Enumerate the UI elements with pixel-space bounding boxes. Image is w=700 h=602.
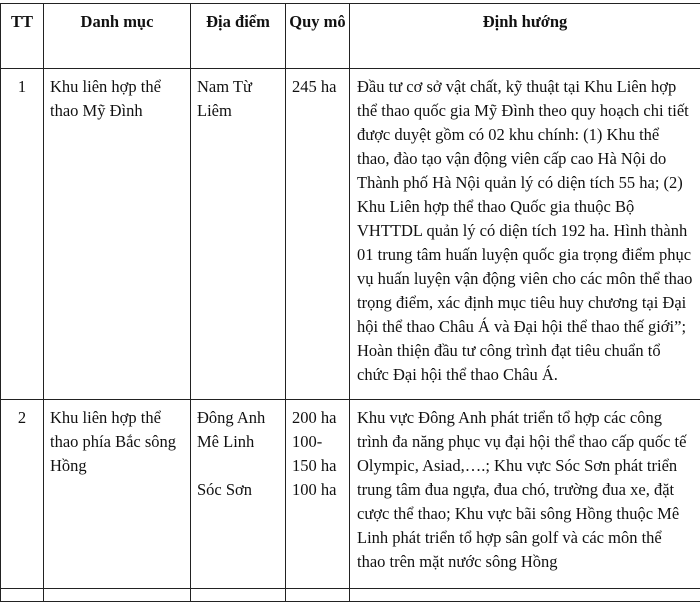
scale-cell xyxy=(286,400,350,589)
planning-table xyxy=(0,3,700,602)
table-row xyxy=(1,400,700,589)
orientation-cell: Khu vực Đông Anh phát triển tổ hợp các công trình đa năng phục vụ đại hội thể thao cấp quốc tế Olympic, Asiad,….; Khu vực Sóc Sơn phát triển trung tâm đua ngựa, đua chó, trường đua xe, đặt cược thể thao; Khu vực bãi sông Hồng thuộc Mê Linh phát triển tổ hợp sân golf và các môn thể thao trên mặt nước sông Hồng xyxy=(350,400,700,589)
category-cell: Khu liên hợp thể thao Mỹ Đình xyxy=(44,69,191,400)
location-me-linh: Mê Linh xyxy=(197,430,279,454)
header-scale: Quy mô xyxy=(286,4,350,69)
header-location: Địa điểm xyxy=(191,4,286,69)
row-number: 2 xyxy=(1,400,44,589)
scale-cell: 245 ha xyxy=(286,69,350,400)
table-row xyxy=(1,69,700,400)
header-category: Danh mục xyxy=(44,4,191,69)
scale-soc-son: 100 ha xyxy=(292,478,343,502)
scale-dong-anh: 200 ha xyxy=(292,406,343,430)
spacer xyxy=(197,454,279,478)
location-cell: Nam Từ Liêm xyxy=(191,69,286,400)
header-tt: TT xyxy=(1,4,44,69)
location-soc-son: Sóc Sơn xyxy=(197,478,279,502)
location-cell xyxy=(191,400,286,589)
table-row-cut xyxy=(1,589,700,602)
scale-me-linh-a: 100- xyxy=(292,430,343,454)
header-orientation: Định hướng xyxy=(350,4,700,69)
orientation-cell: Đầu tư cơ sở vật chất, kỹ thuật tại Khu Liên hợp thể thao quốc gia Mỹ Đình theo quy hoạch chi tiết được duyệt gồm có 02 khu chính: (1) Khu thể thao, đào tạo vận động viên cấp cao Hà Nội do Thành phố Hà Nội quản lý có diện tích 55 ha; (2) Khu Liên hợp thể thao Quốc gia thuộc Bộ VHTTDL quản lý có diện tích 192 ha. Hình thành 01 trung tâm huấn luyện quốc gia trọng điểm phục vụ huấn luyện vận động viên cho các môn thể thao trọng điểm, xác định mục tiêu huy chương tại Đại hội thể thao Châu Á và Đại hội thể thao thế giới”; Hoàn thiện đầu tư công trình đạt tiêu chuẩn tổ chức Đại hội thể thao Châu Á. xyxy=(350,69,700,400)
scale-me-linh-b: 150 ha xyxy=(292,454,343,478)
category-cell: Khu liên hợp thể thao phía Bắc sông Hồng xyxy=(44,400,191,589)
location-dong-anh: Đông Anh xyxy=(197,406,279,430)
row-number: 1 xyxy=(1,69,44,400)
table-header-row xyxy=(1,4,700,69)
